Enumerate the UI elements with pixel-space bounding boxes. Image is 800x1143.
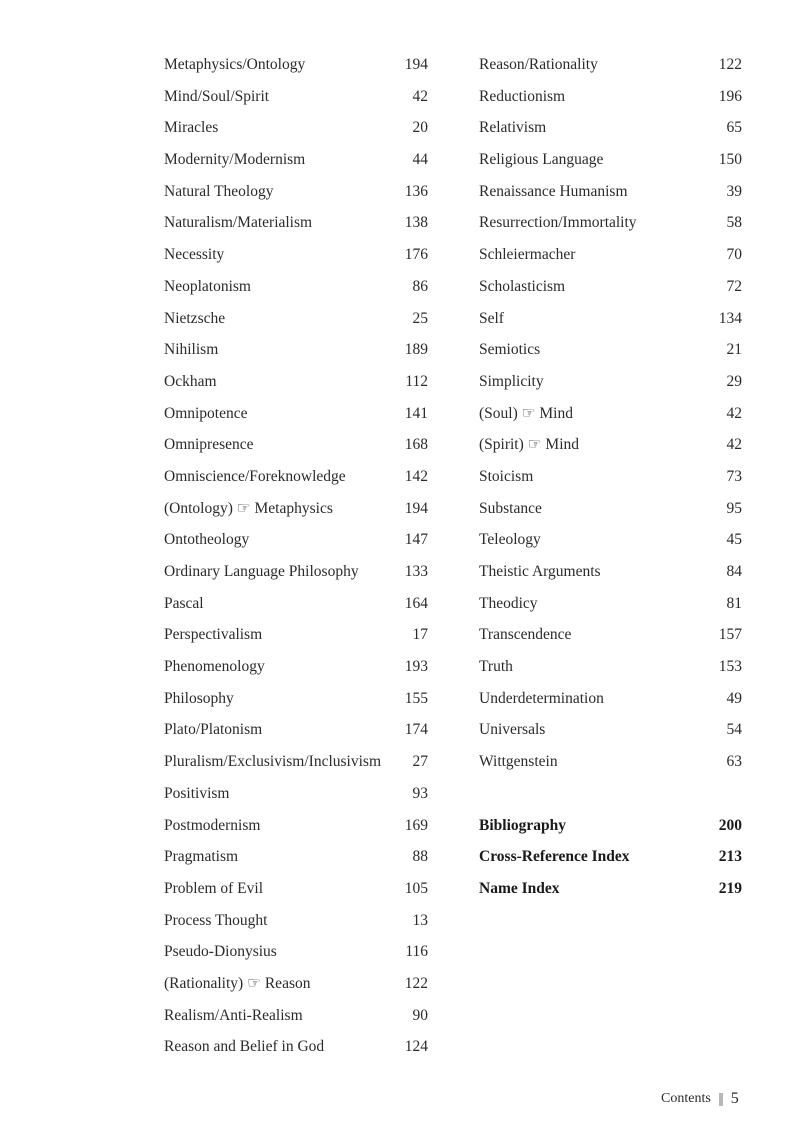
toc-entry[interactable] — [164, 968, 428, 1000]
toc-entry-title: (Rationality) ☞ Reason — [164, 974, 311, 992]
toc-entry-page: 153 — [718, 658, 742, 676]
toc-entry-title: (Ontology) ☞ Metaphysics — [164, 499, 333, 517]
toc-entry-title: Renaissance Humanism — [479, 182, 628, 200]
toc-entry[interactable] — [479, 398, 742, 430]
toc-entry-page: 21 — [726, 341, 742, 359]
toc-entry-page: 157 — [718, 626, 742, 644]
toc-entry-title: Religious Language — [479, 151, 604, 169]
toc-entry-page: 142 — [404, 467, 428, 485]
toc-entry-title: Scholasticism — [479, 277, 566, 295]
toc-entry[interactable] — [164, 524, 428, 556]
toc-entry-page: 72 — [726, 277, 742, 295]
toc-entry-page: 20 — [412, 119, 428, 137]
toc-entry-page: 194 — [404, 499, 428, 517]
toc-entry[interactable] — [479, 461, 742, 493]
footer-divider — [719, 1093, 723, 1106]
toc-entry[interactable] — [479, 144, 742, 176]
toc-entry-title: Ontotheology — [164, 531, 250, 549]
toc-entry-title: Stoicism — [479, 467, 534, 485]
toc-entry[interactable] — [479, 524, 742, 556]
toc-entry[interactable] — [164, 1031, 428, 1063]
toc-entry[interactable] — [164, 810, 428, 842]
toc-entry-page: 88 — [412, 848, 428, 866]
toc-entry[interactable] — [479, 81, 742, 113]
toc-entry-title: Pluralism/Exclusivism/Inclusivism — [164, 753, 381, 771]
toc-entry-title: Realism/Anti-Realism — [164, 1006, 303, 1024]
toc-entry-page: 25 — [412, 309, 428, 327]
toc-entry[interactable] — [479, 841, 742, 873]
toc-entry-title: Omnipresence — [164, 436, 254, 454]
toc-entry-page: 81 — [726, 594, 742, 612]
toc-entry[interactable] — [164, 651, 428, 683]
toc-entry[interactable] — [479, 493, 742, 525]
toc-entry-page: 44 — [412, 151, 428, 169]
toc-entry-page: 73 — [726, 467, 742, 485]
toc-entry[interactable] — [479, 683, 742, 715]
toc-entry-title: Positivism — [164, 784, 230, 802]
toc-entry-page: 136 — [404, 182, 428, 200]
contents-right-column — [479, 49, 742, 905]
toc-entry-title: Natural Theology — [164, 182, 274, 200]
toc-entry[interactable] — [164, 556, 428, 588]
toc-entry-page: 155 — [404, 689, 428, 707]
toc-entry[interactable] — [164, 207, 428, 239]
toc-entry-title: Name Index — [479, 879, 560, 897]
toc-entry-title: Philosophy — [164, 689, 234, 707]
toc-entry[interactable] — [164, 366, 428, 398]
toc-entry[interactable] — [164, 144, 428, 176]
toc-entry-page: 150 — [718, 151, 742, 169]
toc-entry-title: Omnipotence — [164, 404, 248, 422]
toc-entry[interactable] — [164, 746, 428, 778]
toc-entry-page: 54 — [726, 721, 742, 739]
toc-entry[interactable] — [479, 746, 742, 778]
toc-entry-title: Universals — [479, 721, 546, 739]
toc-entry-page: 84 — [726, 563, 742, 580]
toc-entry-title: Process Thought — [164, 911, 268, 929]
toc-entry-page: 63 — [726, 753, 742, 771]
toc-entry-page: 27 — [412, 753, 428, 771]
toc-entry[interactable] — [479, 651, 742, 683]
toc-entry-page: 122 — [718, 56, 742, 73]
toc-entry-title: Ockham — [164, 372, 217, 390]
toc-entry[interactable] — [164, 1000, 428, 1032]
toc-entry-page: 70 — [726, 246, 742, 264]
toc-entry-page: 138 — [404, 214, 428, 232]
toc-entry-page: 141 — [404, 404, 428, 422]
toc-entry-title: Substance — [479, 499, 542, 517]
toc-entry-page: 93 — [412, 784, 428, 802]
toc-entry-page: 42 — [412, 87, 428, 105]
toc-entry-page: 176 — [404, 246, 428, 264]
toc-entry-title: Ordinary Language Philosophy — [164, 563, 359, 580]
toc-entry-title: Modernity/Modernism — [164, 151, 306, 169]
toc-entry[interactable] — [479, 366, 742, 398]
toc-entry-title: Schleiermacher — [479, 246, 576, 264]
toc-entry-title: Omniscience/Foreknowledge — [164, 467, 346, 485]
contents-left-column — [164, 49, 428, 1063]
toc-entry-title: Problem of Evil — [164, 879, 264, 897]
toc-entry-title: Metaphysics/Ontology — [164, 56, 306, 73]
toc-entry-page: 112 — [405, 372, 428, 390]
footer-section-label: Contents — [661, 1091, 711, 1106]
toc-entry-title: Neoplatonism — [164, 277, 251, 295]
toc-entry-title: Bibliography — [479, 816, 566, 834]
toc-entry-page: 105 — [404, 879, 428, 897]
toc-entry-page: 189 — [404, 341, 428, 359]
toc-entry-page: 200 — [718, 816, 742, 834]
toc-entry-page: 86 — [412, 277, 428, 295]
toc-entry[interactable] — [479, 588, 742, 620]
toc-entry-title: Pascal — [164, 594, 204, 612]
toc-entry-page: 116 — [405, 943, 428, 961]
toc-entry[interactable] — [164, 619, 428, 651]
toc-entry-page: 164 — [404, 594, 428, 612]
toc-entry-title: Self — [479, 309, 504, 327]
toc-entry-page: 29 — [726, 372, 742, 390]
toc-entry-title: Mind/Soul/Spirit — [164, 87, 270, 105]
toc-entry-title: Relativism — [479, 119, 547, 137]
toc-entry-title: Reason and Belief in God — [164, 1038, 325, 1056]
toc-entry-page: 95 — [726, 499, 742, 517]
toc-entry-title: Naturalism/Materialism — [164, 214, 313, 232]
toc-entry[interactable] — [164, 461, 428, 493]
page-number: 5 — [730, 1090, 739, 1107]
toc-entry-page: 147 — [404, 531, 428, 549]
toc-entry-page: 168 — [404, 436, 428, 454]
toc-entry[interactable] — [164, 398, 428, 430]
toc-entry[interactable] — [164, 271, 428, 303]
toc-entry[interactable] — [479, 112, 742, 144]
toc-entry[interactable] — [164, 239, 428, 271]
toc-entry-title: Plato/Platonism — [164, 721, 263, 739]
toc-entry-title: Underdetermination — [479, 689, 604, 707]
toc-entry-page: 219 — [718, 879, 742, 897]
toc-entry-page: 122 — [404, 974, 428, 992]
toc-entry-page: 193 — [404, 658, 428, 676]
toc-entry-page: 133 — [404, 563, 428, 580]
toc-entry[interactable] — [164, 112, 428, 144]
toc-entry[interactable] — [164, 905, 428, 937]
toc-entry-page: 49 — [726, 689, 742, 707]
section-spacer — [479, 778, 742, 810]
toc-entry-title: (Soul) ☞ Mind — [479, 404, 573, 422]
toc-entry[interactable] — [164, 493, 428, 525]
toc-entry-title: Pragmatism — [164, 848, 239, 866]
toc-entry-page: 13 — [412, 911, 428, 929]
toc-entry-title: Simplicity — [479, 372, 544, 390]
toc-entry[interactable] — [164, 588, 428, 620]
toc-entry-page: 194 — [404, 56, 428, 73]
toc-entry-title: Pseudo-Dionysius — [164, 943, 277, 961]
toc-entry-page: 169 — [404, 816, 428, 834]
toc-entry[interactable] — [479, 714, 742, 746]
toc-entry[interactable] — [479, 873, 742, 905]
toc-entry-title: Nihilism — [164, 341, 219, 359]
toc-entry-page: 90 — [412, 1006, 428, 1024]
toc-entry-page: 65 — [726, 119, 742, 137]
toc-entry-page: 134 — [718, 309, 742, 327]
toc-entry[interactable] — [479, 176, 742, 208]
toc-entry[interactable] — [479, 49, 742, 81]
toc-entry[interactable] — [479, 334, 742, 366]
toc-entry[interactable] — [479, 429, 742, 461]
toc-entry[interactable] — [164, 683, 428, 715]
toc-entry-page: 58 — [726, 214, 742, 232]
toc-entry-title: Perspectivalism — [164, 626, 263, 644]
toc-entry[interactable] — [164, 873, 428, 905]
toc-entry-page: 174 — [404, 721, 428, 739]
toc-entry[interactable] — [164, 936, 428, 968]
toc-entry-title: Truth — [479, 658, 513, 676]
toc-entry[interactable] — [164, 334, 428, 366]
toc-entry[interactable] — [479, 619, 742, 651]
toc-entry-title: Theistic Arguments — [479, 563, 601, 580]
toc-entry[interactable] — [164, 841, 428, 873]
toc-entry[interactable] — [479, 810, 742, 842]
toc-entry-page: 42 — [726, 404, 742, 422]
toc-entry[interactable] — [479, 207, 742, 239]
toc-entry-page: 196 — [718, 87, 742, 105]
page-footer — [661, 1090, 739, 1108]
toc-entry-title: Theodicy — [479, 594, 538, 612]
toc-entry-title: Semiotics — [479, 341, 541, 359]
toc-entry-page: 39 — [726, 182, 742, 200]
toc-entry[interactable] — [479, 271, 742, 303]
toc-entry-title: Nietzsche — [164, 309, 226, 327]
toc-entry-page: 17 — [412, 626, 428, 644]
toc-entry[interactable] — [479, 239, 742, 271]
toc-entry[interactable] — [164, 49, 428, 81]
toc-entry[interactable] — [164, 81, 428, 113]
toc-entry-title: Reductionism — [479, 87, 566, 105]
toc-entry[interactable] — [479, 303, 742, 335]
toc-entry-title: Transcendence — [479, 626, 572, 644]
toc-entry[interactable] — [164, 303, 428, 335]
toc-entry-title: Resurrection/Immortality — [479, 214, 637, 232]
toc-entry-title: Cross-Reference Index — [479, 848, 630, 866]
toc-entry-title: Teleology — [479, 531, 541, 549]
toc-entry[interactable] — [164, 714, 428, 746]
toc-entry[interactable] — [479, 556, 742, 588]
toc-entry-title: Postmodernism — [164, 816, 261, 834]
toc-entry-title: Necessity — [164, 246, 225, 264]
toc-entry-page: 45 — [726, 531, 742, 549]
toc-entry[interactable] — [164, 778, 428, 810]
toc-entry-title: Reason/Rationality — [479, 56, 598, 73]
toc-entry-page: 124 — [404, 1038, 428, 1056]
toc-entry[interactable] — [164, 176, 428, 208]
toc-entry-title: Wittgenstein — [479, 753, 558, 771]
toc-entry-title: (Spirit) ☞ Mind — [479, 436, 580, 454]
toc-entry-page: 42 — [726, 436, 742, 454]
toc-entry[interactable] — [164, 429, 428, 461]
toc-entry-title: Miracles — [164, 119, 219, 137]
toc-entry-title: Phenomenology — [164, 658, 265, 676]
toc-entry-page: 213 — [718, 848, 742, 866]
